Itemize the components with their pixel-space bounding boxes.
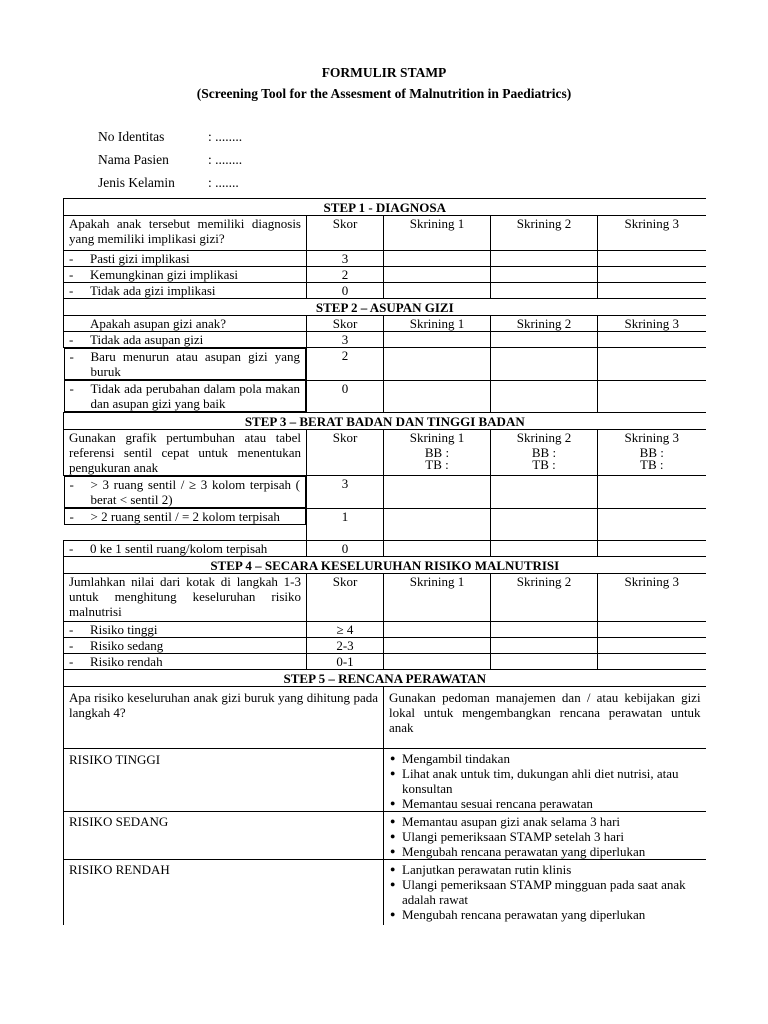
action-item: ● Ulangi pemeriksaan STAMP mingguan pada saat anak adalah rawat: [402, 877, 701, 907]
score-cell-3[interactable]: [598, 621, 706, 637]
identity-row-id: [98, 129, 242, 145]
identity-value: : ........: [208, 129, 243, 144]
score-cell-2[interactable]: [491, 283, 598, 299]
step1-score: 0: [307, 283, 384, 299]
step2-option: - Baru menurun atau asupan gizi yang buruk: [64, 348, 307, 380]
score-cell-3[interactable]: [598, 348, 706, 381]
skrining-1-header: Skrining 1: [384, 573, 491, 621]
identity-row-name: [98, 152, 242, 168]
step3-option: - 0 ke 1 sentil ruang/kolom terpisah: [64, 540, 307, 556]
step3-score: 3: [307, 476, 384, 509]
score-cell-3[interactable]: [598, 637, 706, 653]
skor-header: Skor: [307, 316, 384, 332]
tb-label: TB :: [532, 457, 556, 472]
skrining-1-header: Skrining 1 BB : TB :: [384, 430, 491, 476]
step3-question: Gunakan grafik pertumbuhan atau tabel referensi sentil cepat untuk menentukan pengukuran anak: [64, 430, 307, 476]
skrining-1-header: Skrining 1: [384, 316, 491, 332]
step2-score: 0: [307, 380, 384, 413]
risk-low-actions: [384, 859, 706, 925]
step3-score: 0: [307, 540, 384, 556]
bb-label: BB :: [424, 445, 450, 460]
skrining-2-header: Skrining 2 BB : TB :: [491, 430, 598, 476]
score-cell-3[interactable]: [598, 251, 706, 267]
skor-header: Skor: [307, 573, 384, 621]
skrining-3-header: Skrining 3 BB : TB :: [598, 430, 706, 476]
skor-header: Skor: [307, 430, 384, 476]
step1-option: - Tidak ada gizi implikasi: [64, 283, 307, 299]
risk-high-label: RISIKO TINGGI: [64, 748, 384, 811]
bb-label: BB :: [531, 445, 557, 460]
step2-score: 3: [307, 332, 384, 348]
step1-score: 2: [307, 267, 384, 283]
score-cell-2[interactable]: [491, 653, 598, 669]
skrining-1-header: Skrining 1: [384, 216, 491, 251]
action-item: ● Memantau sesuai rencana perawatan: [402, 796, 701, 811]
action-item: ● Mengambil tindakan: [402, 751, 701, 766]
action-item: ● Mengubah rencana perawatan yang diperlukan: [402, 907, 701, 922]
score-cell-2[interactable]: [491, 267, 598, 283]
identity-value: : ........: [208, 152, 243, 167]
identity-label: Jenis Kelamin: [98, 175, 175, 190]
risk-medium-label: RISIKO SEDANG: [64, 811, 384, 859]
score-cell-2[interactable]: [491, 332, 598, 348]
step5-question: Apa risiko keseluruhan anak gizi buruk yang dihitung pada langkah 4?: [64, 686, 384, 748]
score-cell-1[interactable]: [384, 653, 491, 669]
step1-option: - Pasti gizi implikasi: [64, 251, 307, 267]
skor-header: Skor: [307, 216, 384, 251]
step3-header: STEP 3 – BERAT BADAN DAN TINGGI BADAN: [64, 413, 706, 430]
step2-header: STEP 2 – ASUPAN GIZI: [64, 299, 706, 316]
step4-question: Jumlahkan nilai dari kotak di langkah 1-3 untuk menghitung keseluruhan risiko malnutrisi: [64, 573, 307, 621]
step1-question: Apakah anak tersebut memiliki diagnosis yang memiliki implikasi gizi?: [64, 216, 307, 251]
score-cell-3[interactable]: [598, 540, 706, 556]
score-cell-2[interactable]: [491, 508, 598, 540]
identity-row-sex: [98, 175, 239, 191]
step4-option: - Risiko sedang: [64, 637, 307, 653]
step4-score: 2-3: [307, 637, 384, 653]
score-cell-3[interactable]: [598, 653, 706, 669]
step3-score: 1: [307, 508, 384, 540]
step2-option: - Tidak ada asupan gizi: [64, 332, 307, 348]
risk-high-actions: [384, 748, 706, 811]
skrining-3-header: Skrining 3: [598, 573, 706, 621]
step1-header: STEP 1 - DIAGNOSA: [64, 199, 706, 216]
score-cell-2[interactable]: [491, 540, 598, 556]
step4-score: ≥ 4: [307, 621, 384, 637]
action-item: ● Lanjutkan perawatan rutin klinis: [402, 862, 701, 877]
score-cell-2[interactable]: [491, 380, 598, 413]
step2-score: 2: [307, 348, 384, 381]
form-subtitle: (Screening Tool for the Assesment of Malnutrition in Paediatrics): [196, 86, 572, 101]
score-cell-2[interactable]: [491, 348, 598, 381]
step2-question: Apakah asupan gizi anak?: [64, 316, 307, 332]
score-cell-2[interactable]: [491, 251, 598, 267]
action-item: ● Memantau asupan gizi anak selama 3 hari: [402, 814, 701, 829]
stamp-table: [63, 198, 706, 925]
step1-option: - Kemungkinan gizi implikasi: [64, 267, 307, 283]
score-cell-3[interactable]: [598, 332, 706, 348]
step4-score: 0-1: [307, 653, 384, 669]
bb-label: BB :: [639, 445, 664, 460]
action-item: ● Lihat anak untuk tim, dukungan ahli diet nutrisi, atau konsultan: [402, 766, 701, 796]
score-cell-1[interactable]: [384, 476, 491, 509]
step2-option: - Tidak ada perubahan dalam pola makan dan asupan gizi yang baik: [64, 380, 307, 412]
score-cell-1[interactable]: [384, 332, 491, 348]
score-cell-3[interactable]: [598, 283, 706, 299]
step4-option: - Risiko rendah: [64, 653, 307, 669]
step4-option: - Risiko tinggi: [64, 621, 307, 637]
skrining-2-header: Skrining 2: [491, 216, 598, 251]
skrining-3-header: Skrining 3: [598, 316, 706, 332]
score-cell-1[interactable]: [384, 380, 491, 413]
identity-label: No Identitas: [98, 129, 165, 144]
score-cell-3[interactable]: [598, 476, 706, 509]
score-cell-1[interactable]: [384, 637, 491, 653]
score-cell-1[interactable]: [384, 508, 491, 540]
step3-option: - > 2 ruang sentil / = 2 kolom terpisah: [64, 508, 307, 525]
tb-label: TB :: [425, 457, 449, 472]
identity-value: : .......: [208, 175, 239, 190]
score-cell-3[interactable]: [598, 380, 706, 413]
score-cell-1[interactable]: [384, 621, 491, 637]
risk-medium-actions: [384, 811, 706, 859]
form-title: FORMULIR STAMP: [321, 65, 447, 80]
skrining-2-header: Skrining 2: [491, 573, 598, 621]
score-cell-1[interactable]: [384, 348, 491, 381]
step5-guide: Gunakan pedoman manajemen dan / atau kebijakan gizi lokal untuk mengembangkan rencana perawatan untuk anak: [384, 686, 706, 748]
score-cell-1[interactable]: [384, 283, 491, 299]
skrining-2-header: Skrining 2: [491, 316, 598, 332]
score-cell-1[interactable]: [384, 540, 491, 556]
score-cell-2[interactable]: [491, 476, 598, 509]
score-cell-3[interactable]: [598, 267, 706, 283]
identity-label: Nama Pasien: [98, 152, 169, 167]
score-cell-1[interactable]: [384, 251, 491, 267]
risk-low-label: RISIKO RENDAH: [64, 859, 384, 925]
action-item: ● Ulangi pemeriksaan STAMP setelah 3 hari: [402, 829, 701, 844]
tb-label: TB :: [640, 457, 664, 472]
score-cell-2[interactable]: [491, 637, 598, 653]
score-cell-2[interactable]: [491, 621, 598, 637]
score-cell-1[interactable]: [384, 267, 491, 283]
skrining-3-header: Skrining 3: [598, 216, 706, 251]
step5-header: STEP 5 – RENCANA PERAWATAN: [64, 669, 706, 686]
score-cell-3[interactable]: [598, 508, 706, 540]
step1-score: 3: [307, 251, 384, 267]
step3-option: - > 3 ruang sentil / ≥ 3 kolom terpisah ( berat < sentil 2): [64, 476, 307, 508]
action-item: ● Mengubah rencana perawatan yang diperlukan: [402, 844, 701, 859]
step4-header: STEP 4 – SECARA KESELURUHAN RISIKO MALNUTRISI: [64, 556, 706, 573]
